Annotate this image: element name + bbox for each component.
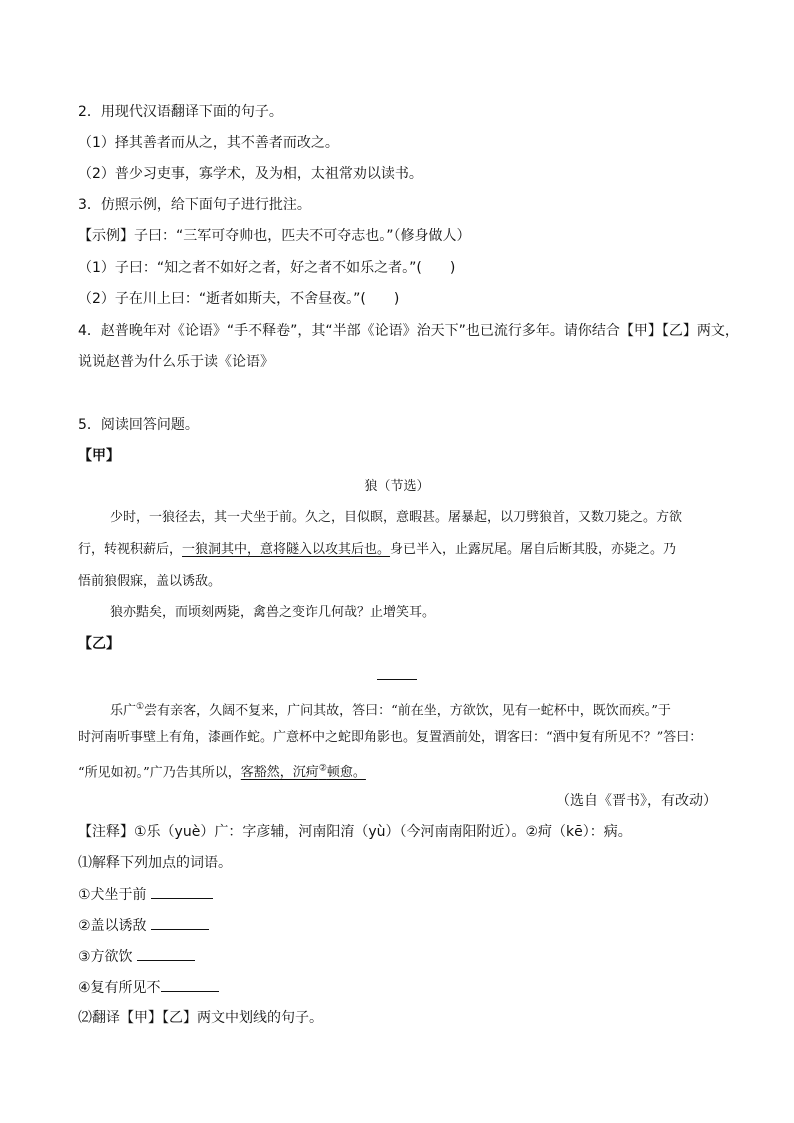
passage-jia-paragraph-2: 狼亦黠矣，而顷刻两毙，禽兽之变诈几何哉？止增笑耳。: [110, 605, 436, 620]
passage-jia-line-2-start: 行，转视积薪后，: [78, 542, 183, 557]
underlined-sentence-yi-part-1: 客豁然，沉疴: [240, 765, 319, 781]
passage-yi-line-2: 时河南听事壁上有角，漆画作蛇。广意杯中之蛇即角影也。复置酒前处，谓客曰：“酒中复有所见不？”答曰：: [78, 730, 703, 745]
passage-yi-line-1-rest: 尝有亲客，久阔不复来，广问其故，答曰：“前在坐，方欲饮，见有一蛇杯中，既饮而疾。”于: [144, 703, 671, 719]
q3-sentence-2: （2）子在川上曰：“逝者如斯夫，不舍昼夜。”( ): [78, 291, 400, 307]
answer-blank-2[interactable]: [151, 915, 209, 930]
item-1-text: ①犬坐于前: [78, 887, 147, 903]
q2-title: 2．用现代汉语翻译下面的句子。: [78, 104, 283, 120]
passage-yi-line-1: [110, 697, 671, 721]
sub-question-1-item-3: [78, 946, 195, 967]
q2-sentence-1: （1）择其善者而从之，其不善者而改之。: [78, 135, 339, 151]
passage-yi-line-3: [78, 759, 366, 783]
q3-example: 【示例】子曰：“三军可夺帅也，匹夫不可夺志也。”（修身做人）: [78, 228, 471, 244]
q3-title: 3．仿照示例，给下面句子进行批注。: [78, 197, 311, 213]
annotations: 【注释】①乐（yuè）广：字彦辅，河南阳淯（yù）（今河南南阳附近）。②疴（kē）：病。: [78, 824, 632, 840]
q4-line-2: 说说赵普为什么乐于读《论语》: [78, 354, 274, 370]
underlined-sentence-yi-part-2: 顿愈。: [326, 765, 366, 781]
passage-jia-line-3: 悟前狼假寐，盖以诱敌。: [78, 574, 222, 589]
sub-question-1-item-1: [78, 884, 213, 905]
source-citation: （选自《晋书》，有改动）: [556, 793, 717, 809]
item-3-text: ③方欲饮: [78, 949, 133, 965]
answer-blank-1[interactable]: [151, 884, 213, 899]
sub-question-1-item-2: [78, 915, 209, 936]
item-2-text: ②盖以诱敌: [78, 918, 147, 934]
passage-jia-line-2: [78, 540, 676, 560]
answer-blank-3[interactable]: [137, 946, 195, 961]
underlined-sentence-yi: [241, 765, 366, 780]
passage-jia-title: 狼（节选）: [364, 479, 430, 494]
passage-yi-line-1-start: 乐广: [110, 703, 137, 719]
q5-title: 5．阅读回答问题。: [78, 417, 199, 433]
note-marker-2: ②: [318, 764, 327, 774]
passage-jia-line-2-end: 身已半入，止露尻尾。屠自后断其股，亦毙之。乃: [390, 542, 677, 557]
q4-line-1: 4．赵普晚年对《论语》“手不释卷”，其“半部《论语》治天下”也已流行多年。请你结合【甲】【乙】两文，: [78, 323, 739, 339]
answer-blank-4[interactable]: [161, 977, 219, 992]
passage-jia-line-1: 少时，一狼径去，其一犬坐于前。久之，目似瞑，意暇甚。屠暴起，以刀劈狼首，又数刀毙之。方欲: [110, 510, 683, 525]
item-4-text: ④复有所见不: [78, 980, 161, 996]
note-marker-1: ①: [136, 702, 145, 712]
q2-sentence-2: （2）普少习吏事，寡学术，及为相，太祖常劝以读书。: [78, 166, 423, 182]
passage-yi-label: 【乙】: [78, 636, 120, 652]
sub-question-2-title: ⑵翻译【甲】【乙】两文中划线的句子。: [78, 1010, 323, 1026]
sub-question-1-item-4: [78, 977, 219, 998]
passage-jia-label: 【甲】: [78, 448, 120, 464]
sub-question-1-title: ⑴解释下列加点的词语。: [78, 855, 232, 871]
underlined-sentence-jia: 一狼洞其中，意将隧入以攻其后也。: [182, 542, 391, 557]
q3-sentence-1: （1）子曰：“知之者不如好之者，好之者不如乐之者。”( ): [78, 260, 456, 276]
passage-yi-line-3-start: “所见如初。”广乃告其所以，: [78, 765, 241, 781]
passage-yi-title-blank: [377, 679, 417, 680]
